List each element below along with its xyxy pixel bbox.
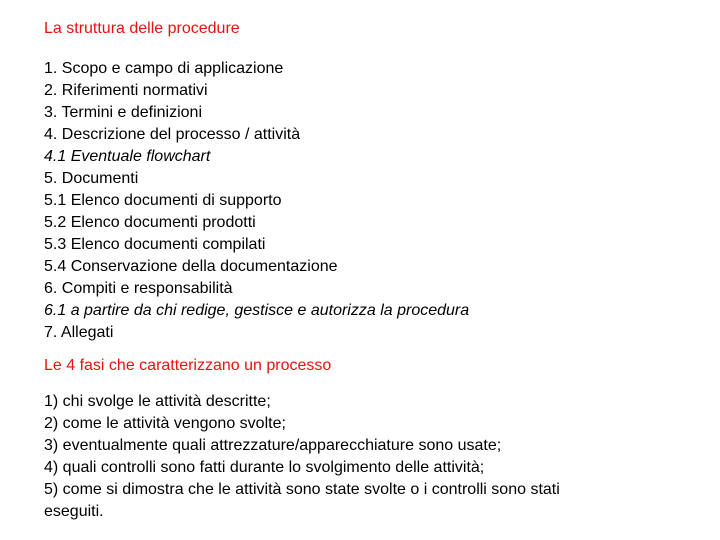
procedure-structure-list (44, 58, 704, 344)
phase-item-evidence: 5) come si dimostra che le attività sono state svolte o i controlli sono stati eseguiti. (44, 481, 560, 520)
list-item-documents: 5. Documenti (44, 170, 139, 187)
list-item-scope: 1. Scopo e campo di applicazione (44, 60, 284, 77)
spacer (44, 344, 704, 355)
slide-content (44, 18, 704, 523)
list-item-flowchart: 4.1 Eventuale flowchart (44, 148, 211, 165)
section-title-procedure-structure: La struttura delle procedure (44, 20, 240, 37)
list-item-produced-documents: 5.2 Elenco documenti prodotti (44, 214, 256, 231)
list-item-compiled-documents: 5.3 Elenco documenti compilati (44, 236, 266, 253)
list-item-terms-definitions: 3. Termini e definizioni (44, 104, 203, 121)
phase-item-how: 2) come le attività vengono svolte; (44, 415, 286, 432)
phase-item-who: 1) chi svolge le attività descritte; (44, 393, 271, 410)
phase-item-equipment: 3) eventualmente quali attrezzature/apparecchiature sono usate; (44, 437, 502, 454)
list-item-documentation-storage: 5.4 Conservazione della documentazione (44, 258, 338, 275)
phase-item-controls: 4) quali controlli sono fatti durante lo svolgimento delle attività; (44, 459, 485, 476)
section-title-process-phases: Le 4 fasi che caratterizzano un processo (44, 357, 332, 374)
process-phases-list (44, 391, 704, 523)
list-item-process-description: 4. Descrizione del processo / attività (44, 126, 301, 143)
list-item-attachments: 7. Allegati (44, 324, 114, 341)
list-item-support-documents: 5.1 Elenco documenti di supporto (44, 192, 282, 209)
spacer (44, 377, 704, 391)
spacer (44, 40, 704, 58)
list-item-responsibilities: 6. Compiti e responsabilità (44, 280, 233, 297)
list-item-normative-references: 2. Riferimenti normativi (44, 82, 208, 99)
list-item-procedure-authors: 6.1 a partire da chi redige, gestisce e autorizza la procedura (44, 302, 470, 319)
